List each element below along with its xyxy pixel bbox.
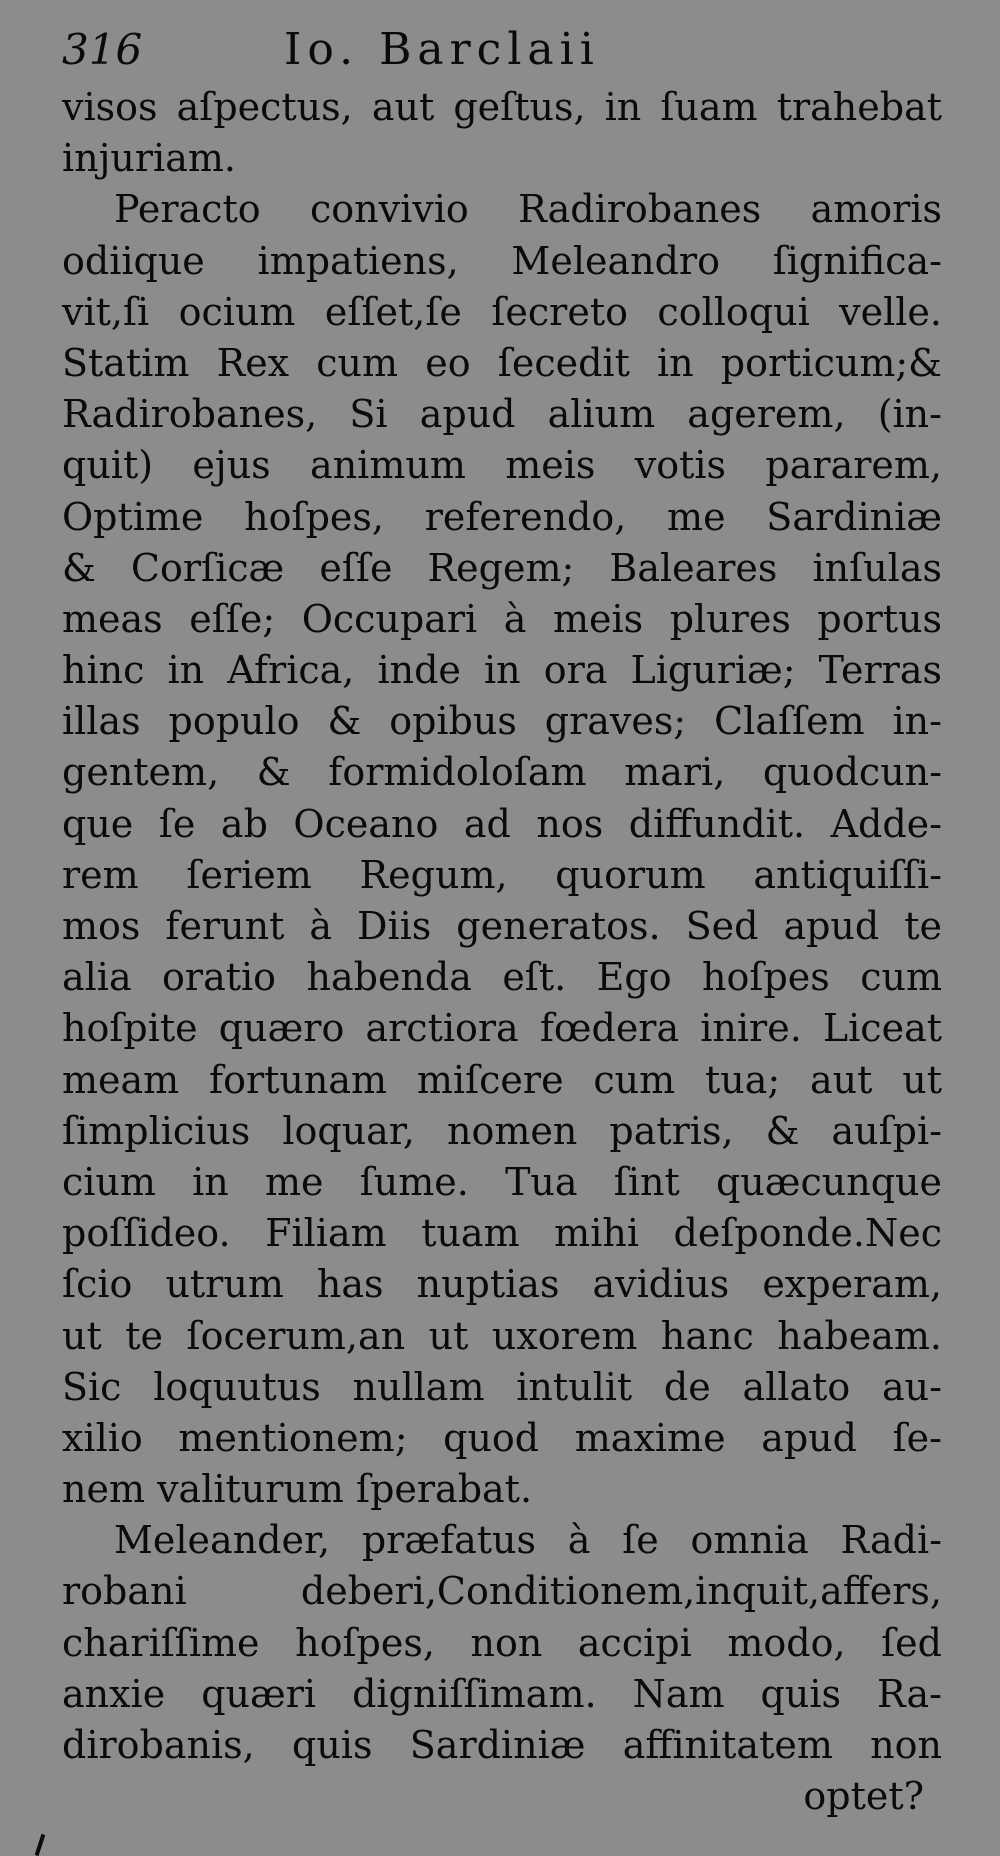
text-line: odiique impatiens, Meleandro ſignifica- (62, 238, 942, 283)
text-line: Statim Rex cum eo ſecedit in porticum;& (62, 340, 942, 385)
text-line: gentem, & formidoloſam mari, quodcun- (62, 750, 942, 795)
text-line: ſcio utrum has nuptias avidius experam, (62, 1262, 942, 1307)
ink-mark (35, 1834, 46, 1856)
page-header (62, 18, 962, 82)
text-line: rem ſeriem Regum, quorum antiquiſſi- (62, 852, 942, 897)
text-line: ut te ſocerum,an ut uxorem hanc habeam. (62, 1313, 942, 1358)
text-line: & Corſicæ eſſe Regem; Baleares inſulas (62, 545, 942, 590)
text-line: chariſſime hoſpes, non accipi modo, ſed (62, 1620, 942, 1665)
text-line: vit,ſi ocium eſſet,ſe ſecreto colloqui velle. (62, 289, 942, 334)
text-line: visos aſpectus, aut geſtus, in ſuam trahebat (62, 85, 942, 129)
text-line: Optime hoſpes, referendo, me Sardiniæ (62, 494, 942, 539)
body-text (62, 82, 942, 1822)
text-line: mos ferunt à Diis generatos. Sed apud te (62, 904, 942, 948)
text-line: Peracto convivio Radirobanes amoris (114, 187, 942, 232)
text-line: poſſideo. Filiam tuam mihi deſponde.Nec (62, 1211, 942, 1256)
text-line: robani deberi,Conditionem,inquit,affers, (62, 1569, 942, 1614)
text-line: que ſe ab Oceano ad nos diffundit. Adde- (62, 801, 942, 846)
text-line: hoſpite quæro arctiora fœdera inire. Liceat (62, 1006, 942, 1051)
text-line: illas populo & opibus graves; Claſſem in- (62, 699, 942, 744)
text-line: quit) ejus animum meis votis pararem, (62, 443, 942, 488)
text-line: optet? (803, 1774, 924, 1819)
page-number: 316 (62, 25, 143, 74)
text-line: Radirobanes, Si apud alium agerem, (in- (62, 392, 942, 437)
text-line: injuriam. (62, 136, 236, 181)
text-line: anxie quæri digniſſimam. Nam quis Ra- (62, 1671, 942, 1716)
text-line: nem valiturum ſperabat. (62, 1467, 533, 1512)
text-line: hinc in Africa, inde in ora Liguriæ; Terras (62, 648, 942, 693)
text-line: alia oratio habenda eſt. Ego hoſpes cum (62, 955, 942, 1000)
text-line: ſimplicius loquar, nomen patris, & auſpi- (62, 1108, 942, 1153)
text-line: Sic loquutus nullam intulit de allato au- (62, 1364, 942, 1409)
text-line: cium in me ſume. Tua ſint quæcunque (62, 1159, 942, 1204)
text-line: meas eſſe; Occupari à meis plures portus (62, 596, 942, 641)
text-line: xilio mentionem; quod maxime apud ſe- (62, 1415, 942, 1460)
text-line: Meleander, præfatus à ſe omnia Radi- (114, 1518, 942, 1563)
text-line: dirobanis, quis Sardiniæ affinitatem non (62, 1723, 942, 1767)
text-line: meam fortunam miſcere cum tua; aut ut (62, 1057, 942, 1102)
running-title: Io. Barclaii (284, 24, 600, 75)
